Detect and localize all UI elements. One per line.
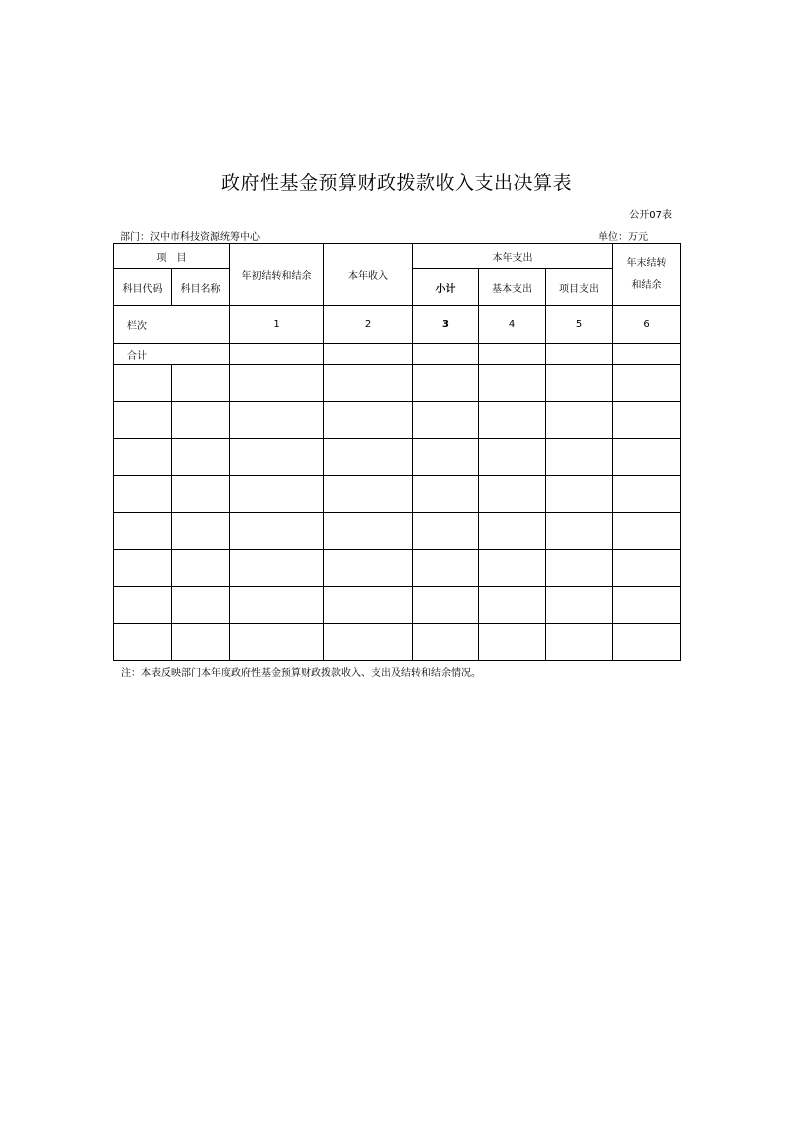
empty-cell bbox=[613, 476, 681, 513]
empty-cell bbox=[413, 439, 479, 476]
empty-cell bbox=[114, 587, 172, 624]
department-label: 部门：汉中市科技资源统筹中心 bbox=[120, 232, 260, 243]
empty-cell bbox=[413, 365, 479, 402]
header-project-expense: 项目支出 bbox=[546, 269, 613, 306]
column-number-4: 4 bbox=[479, 306, 546, 344]
table-row bbox=[114, 476, 681, 513]
empty-cell bbox=[613, 550, 681, 587]
empty-cell bbox=[613, 365, 681, 402]
empty-cell bbox=[230, 624, 324, 661]
empty-cell bbox=[324, 587, 413, 624]
column-number-3: 3 bbox=[413, 306, 479, 344]
empty-cell bbox=[172, 550, 230, 587]
total-cell bbox=[479, 344, 546, 365]
empty-cell bbox=[324, 476, 413, 513]
empty-cell bbox=[479, 439, 546, 476]
empty-cell bbox=[172, 402, 230, 439]
header-item-name: 科目名称 bbox=[172, 269, 230, 306]
total-cell bbox=[413, 344, 479, 365]
total-cell bbox=[324, 344, 413, 365]
empty-cell bbox=[479, 587, 546, 624]
table-row bbox=[114, 365, 681, 402]
empty-cell bbox=[546, 402, 613, 439]
empty-cell bbox=[479, 476, 546, 513]
empty-cell bbox=[613, 587, 681, 624]
empty-cell bbox=[324, 439, 413, 476]
empty-cell bbox=[172, 513, 230, 550]
empty-cell bbox=[230, 513, 324, 550]
empty-cell bbox=[230, 550, 324, 587]
empty-cell bbox=[114, 476, 172, 513]
total-cell bbox=[613, 344, 681, 365]
unit-label: 单位：万元 bbox=[598, 232, 648, 243]
header-closing-balance-line1: 年末结转 bbox=[626, 257, 667, 269]
column-number-1: 1 bbox=[230, 306, 324, 344]
empty-cell bbox=[324, 365, 413, 402]
empty-cell bbox=[413, 476, 479, 513]
header-current-expense: 本年支出 bbox=[413, 244, 613, 269]
table-row bbox=[114, 587, 681, 624]
empty-cell bbox=[413, 513, 479, 550]
empty-cell bbox=[230, 402, 324, 439]
empty-cell bbox=[324, 513, 413, 550]
column-number-label: 栏次 bbox=[114, 306, 230, 344]
table-code: 公开07表 bbox=[629, 210, 672, 221]
empty-cell bbox=[324, 550, 413, 587]
total-cell bbox=[546, 344, 613, 365]
empty-cell bbox=[230, 439, 324, 476]
empty-cell bbox=[114, 513, 172, 550]
empty-cell bbox=[613, 402, 681, 439]
empty-cell bbox=[172, 624, 230, 661]
empty-cell bbox=[546, 624, 613, 661]
footnote: 注：本表反映部门本年度政府性基金预算财政拨款收入、支出及结转和结余情况。 bbox=[121, 668, 481, 679]
header-item: 项 目 bbox=[114, 244, 230, 269]
empty-cell bbox=[613, 439, 681, 476]
empty-cell bbox=[172, 365, 230, 402]
empty-cell bbox=[324, 624, 413, 661]
empty-cell bbox=[613, 624, 681, 661]
empty-cell bbox=[172, 476, 230, 513]
empty-cell bbox=[479, 365, 546, 402]
empty-cell bbox=[479, 513, 546, 550]
table-row bbox=[114, 439, 681, 476]
empty-cell bbox=[114, 439, 172, 476]
header-closing-balance-line2: 和结余 bbox=[631, 279, 662, 291]
empty-cell bbox=[546, 365, 613, 402]
table-row bbox=[114, 550, 681, 587]
empty-cell bbox=[546, 439, 613, 476]
empty-cell bbox=[413, 550, 479, 587]
empty-cell bbox=[114, 402, 172, 439]
column-number-2: 2 bbox=[324, 306, 413, 344]
total-row bbox=[114, 344, 681, 365]
budget-table bbox=[113, 243, 681, 661]
empty-cell bbox=[114, 365, 172, 402]
empty-cell bbox=[413, 402, 479, 439]
empty-cell bbox=[324, 402, 413, 439]
empty-cell bbox=[230, 587, 324, 624]
empty-cell bbox=[546, 476, 613, 513]
empty-cell bbox=[413, 624, 479, 661]
column-number-5: 5 bbox=[546, 306, 613, 344]
header-subtotal: 小计 bbox=[413, 269, 479, 306]
header-row-1 bbox=[114, 244, 681, 269]
empty-cell bbox=[479, 402, 546, 439]
empty-cell bbox=[114, 550, 172, 587]
empty-cell bbox=[479, 624, 546, 661]
empty-cell bbox=[546, 587, 613, 624]
table-row bbox=[114, 513, 681, 550]
empty-cell bbox=[172, 587, 230, 624]
empty-cell bbox=[172, 439, 230, 476]
header-basic-expense: 基本支出 bbox=[479, 269, 546, 306]
empty-cell bbox=[230, 365, 324, 402]
empty-cell bbox=[230, 476, 324, 513]
empty-cell bbox=[413, 587, 479, 624]
header-current-income: 本年收入 bbox=[324, 244, 413, 306]
header-closing-balance bbox=[613, 244, 681, 306]
table-row bbox=[114, 402, 681, 439]
page-title: 政府性基金预算财政拨款收入支出决算表 bbox=[220, 172, 572, 194]
total-cell bbox=[230, 344, 324, 365]
header-opening-balance: 年初结转和结余 bbox=[230, 244, 324, 306]
empty-cell bbox=[479, 550, 546, 587]
empty-cell bbox=[613, 513, 681, 550]
empty-cell bbox=[114, 624, 172, 661]
column-number-6: 6 bbox=[613, 306, 681, 344]
table-row bbox=[114, 624, 681, 661]
empty-cell bbox=[546, 513, 613, 550]
column-number-row bbox=[114, 306, 681, 344]
header-item-code: 科目代码 bbox=[114, 269, 172, 306]
empty-cell bbox=[546, 550, 613, 587]
total-label: 合计 bbox=[114, 344, 230, 365]
